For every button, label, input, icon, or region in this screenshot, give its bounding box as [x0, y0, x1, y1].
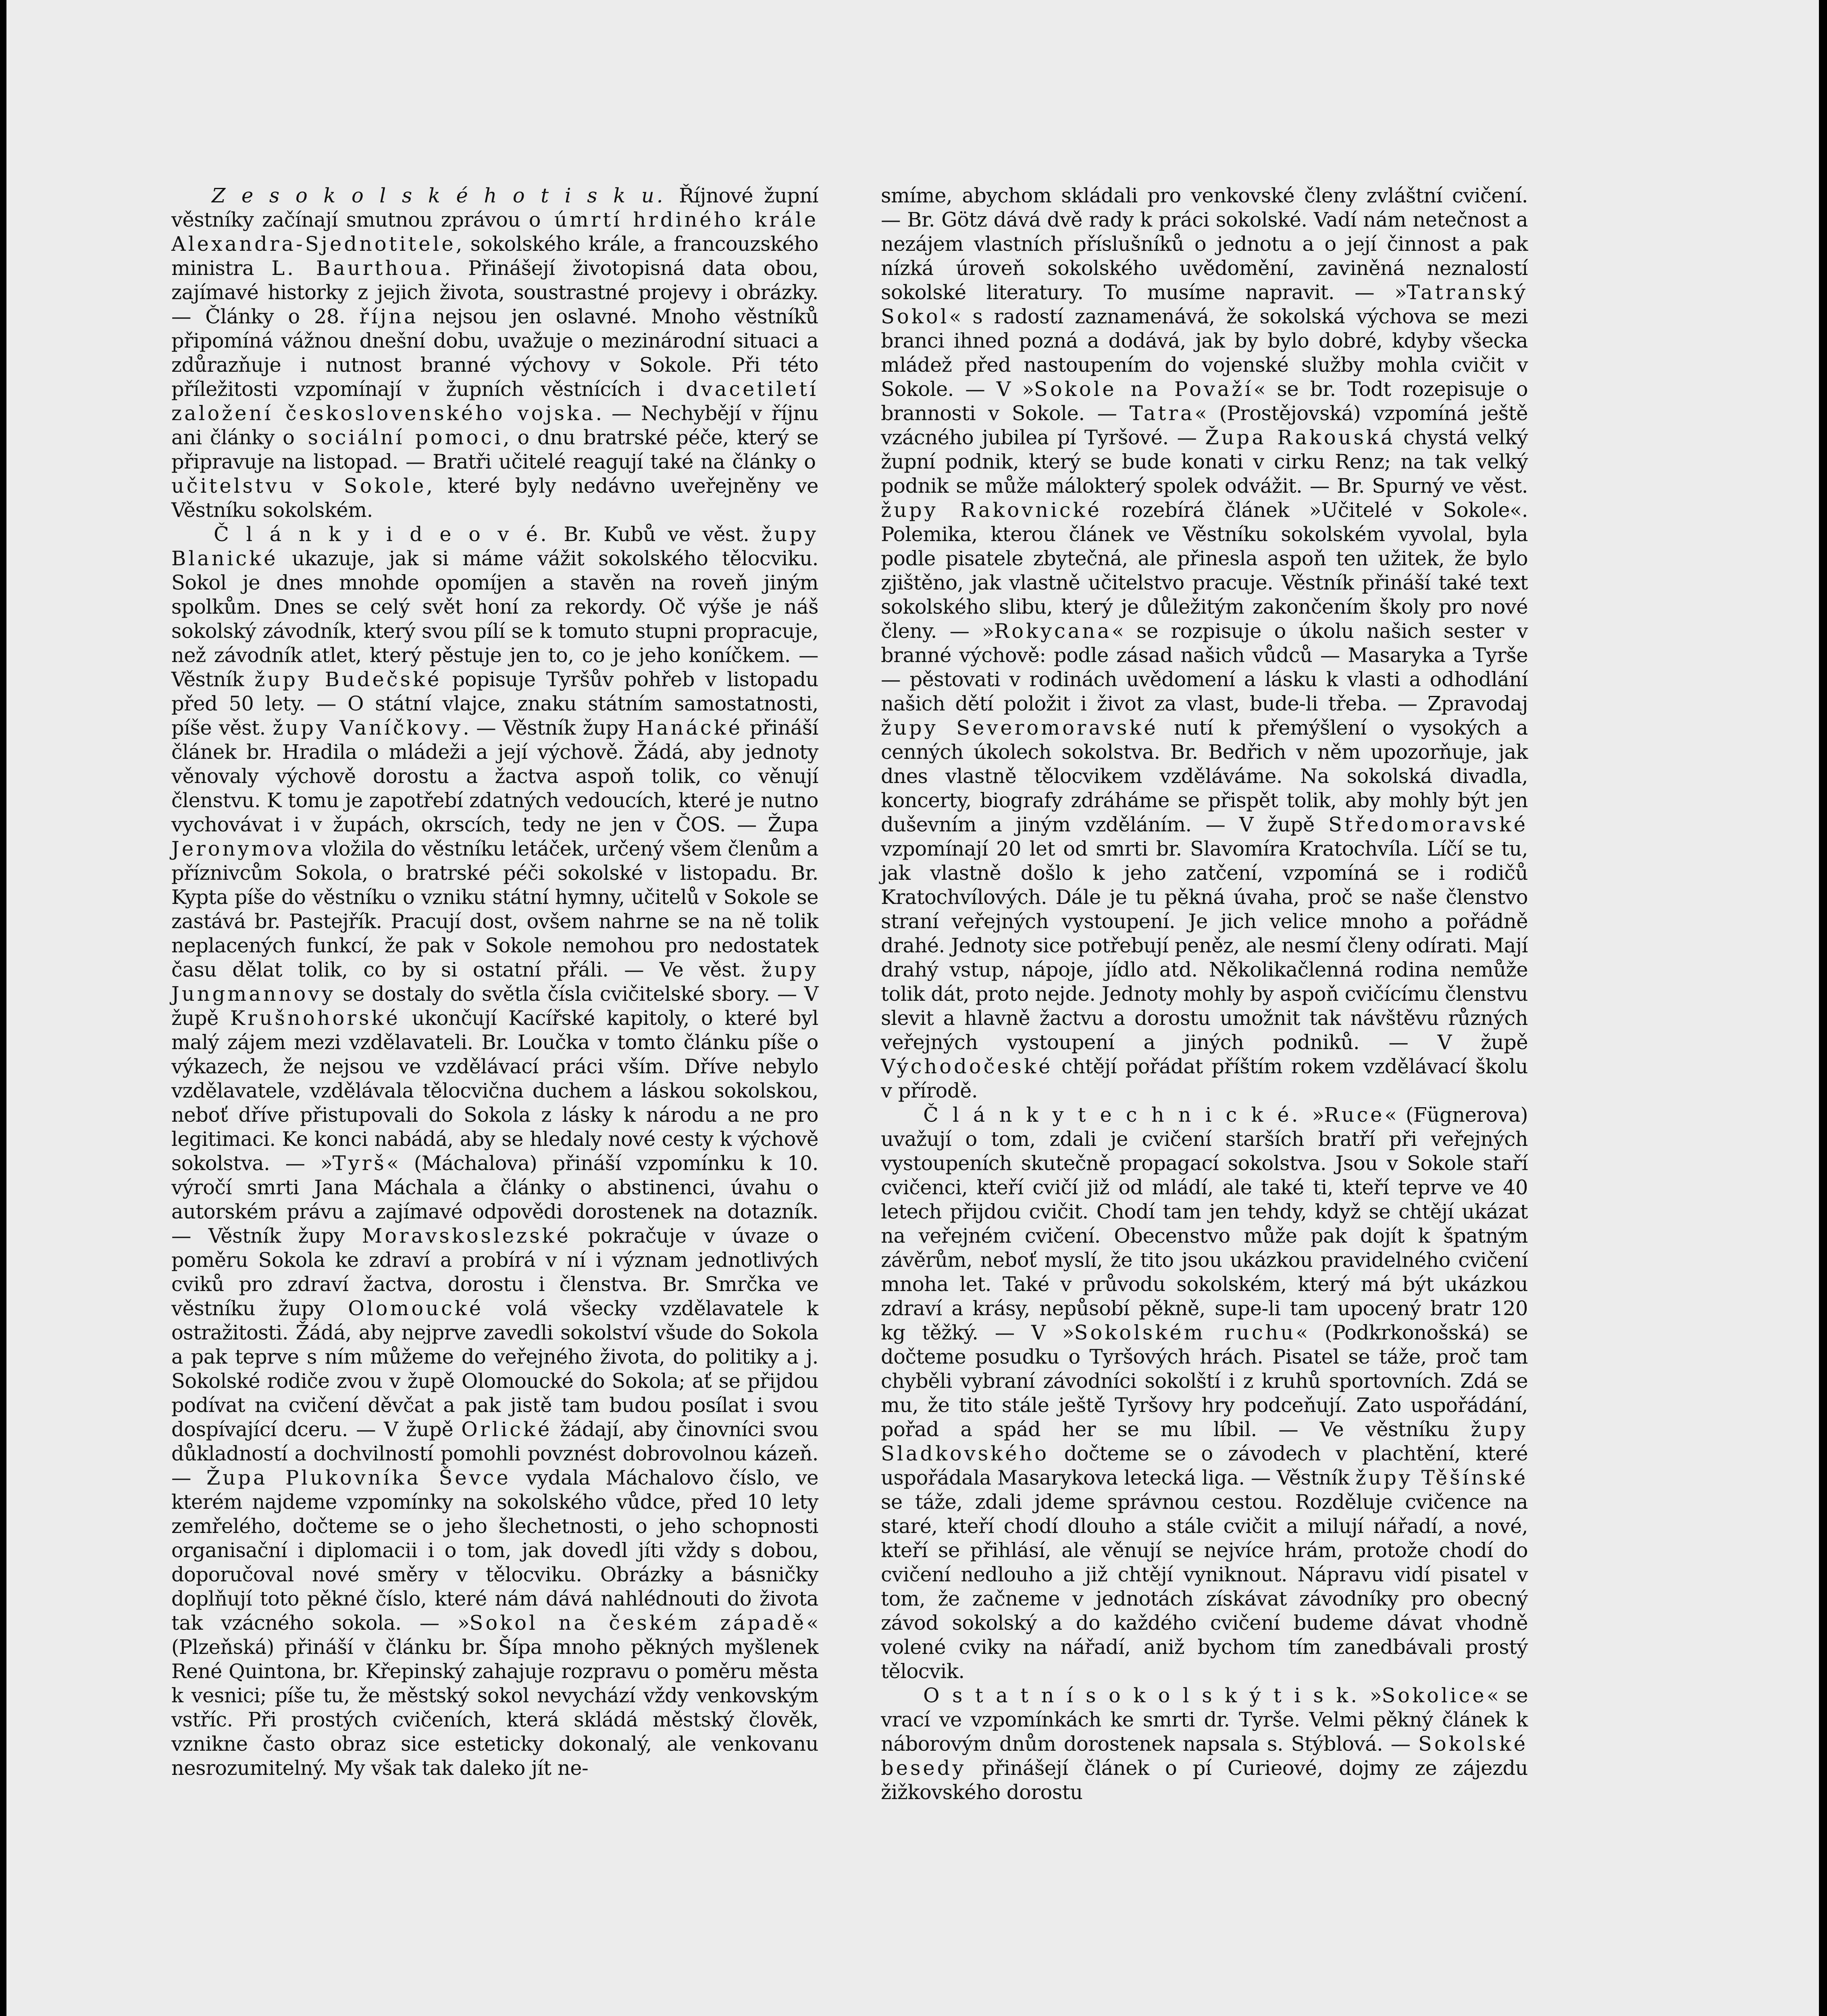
paragraph-technical-articles: Č l á n k y t e c h n i c k é. »Ruce« (Fügnerova) uvažují o tom, zdali je cvičení starších bratří při veřejných vystoupeních skutečně propagací sokolstva. Jsou v Sokole staří cvičenci, kteří cvičí již od mládí, ale také ti, kteří teprve ve 40 letech přijdou cvičit. Chodí tam jen tehdy, když se chtějí ukázat na veřejném cvičení. Obecenstvo může pak dojít k špatným závěrům, neboť myslí, že tito jsou ukázkou pravidelného cvičení mnoha let. Také v průvodu sokolském, který má být ukázkou zdraví a krásy, nepůsobí pěkně, supe-li tam upocený bratr 120 kg těžký. — V »Sokolském ruchu« (Podkrkonošská) se dočteme posudku o Tyršových hrách. Pisatel se táže, proč tam chyběli vybraní závodníci sokolští i z kruhů sportovních. Zdá se mu, že tito stále ještě Tyršovy hry podceňují. Zato uspořádání, pořad a spád her se mu líbil. — Ve věstníku župy Sladkovského dočteme se o závodech v plachtění, které uspořádala Masarykova letecká liga. — Věstník župy Těšínské se táže, zdali jdeme správnou cestou. Rozděluje cvičence na staré, kteří chodí dlouho a stále cvičit a milují nářadí, a nové, kteří se přihlásí, ale věnují se nejvíce hrám, protože chodí do cvičení nedlouho a již chtějí vyniknout. Nápravu vidí pisatel v tom, že začneme v jednotách získávat závodníky pro obecný závod sokolský a do každého cvičení budeme dávat vhodně volené cviky na nářadí, aniž bychom tím zanedbávali prostý tělocvik. — [881, 1103, 1528, 1683]
section-heading-ideological: Č l á n k y i d e o v é. — [214, 523, 564, 546]
paragraph-ideological-articles: Č l á n k y i d e o v é. Br. Kubů ve věst. župy Blanické ukazuje, jak si máme vážit sokolského tělocviku. Sokol je dnes mnohde opomíjen a stavěn na roveň jiným spolkům. Dnes se celý svět honí za rekordy. Oč výše je náš sokolský závodník, který svou pílí se k tomuto stupni propracuje, než závodník atlet, který pěstuje jen to, co je jeho koníčkem. — Věstník župy Budečské popisuje Tyršův pohřeb v listopadu před 50 lety. — O státní vlajce, znaku státním samostatnosti, píše věst. župy Vaníčkovy. — Věstník župy Hanácké přináší článek br. Hradila o mládeži a její výchově. Žádá, aby jednoty věnovaly výchově dorostu a žactva aspoň tolik, co věnují členstvu. K tomu je zapotřebí zdatných vedoucích, které je nutno vychovávat i v župách, okrscích, tedy ne jen v ČOS. — Župa Jeronymova vložila do věstníku letáček, určený všem členům a příznivcům Sokola, o bratrské péči sokolské v listopadu. Br. Kypta píše do věstníku o vzniku státní hymny, učitelů v Sokole se zastává br. Pastejřík. Pracují dost, ovšem nahrne se na ně tolik neplacených funkcí, že pak v Sokole nemohou pro nedostatek času dělat tolik, co by si ostatní přáli. — Ve věst. župy Jungmannovy se dostaly do světla čísla cvičitelské sbory. — V župě Krušnohorské ukončují Kacířské kapitoly, o které byl malý zájem mezi vzdělavateli. Br. Loučka v tomto článku píše o výkazech, že nejsou ve vzdělávací práci vším. Dříve nebylo vzdělavatele, vzdělávala tělocvična duchem a láskou sokolskou, neboť dříve přistupovali do Sokola z lásky k národu a ne pro legitimaci. Ke konci nabádá, aby se hledaly nové cesty k výchově sokolstva. — »Tyrš« (Máchalova) přináší vzpomínku k 10. výročí smrti Jana Máchala a články o abstinenci, úvahu o autorském právu a zajímavé odpovědi dorostenek na dotazník. — Věstník župy Moravskoslezské pokračuje v úvaze o poměru Sokola ke zdraví a probírá v ní i význam jednotlivých cviků pro zdraví žactva, dorostu i členstva. Br. Smrčka ve věstníku župy Olomoucké volá všecky vzdělavatele k ostražitosti. Žádá, aby nejprve zavedli sokolství všude do Sokola a pak teprve s ním můžeme do veřejného života, do politiky a j. Sokolské rodiče zvou v župě Olomoucké do Sokola; ať se přijdou podívat na cvičení děvčat a pak jistě tam budou posílat i svou dospívající dceru. — V župě Orlické žádají, aby činovníci svou důkladností a dochvilností pomohli povznést dobrovolnou kázeň. — Župa Plukovníka Ševce vydala Máchalovo číslo, ve kterém najdeme vzpomínky na sokolského vůdce, před 10 lety zemřelého, dočteme se o jeho šlechetnosti, o jeho schopnosti organisační i diplomacii i o tom, jak dovedl jíti vždy s dobou, doporučoval nové směry v tělocviku. Obrázky a básničky doplňují toto pěkné číslo, které nám dává nahlédnouti do života tak vzácného sokola. — »Sokol na českém západě« (Plzeňská) přináší v článku br. Šípa mnoho pěkných myšlenek René Quintona, br. Křepinský zahajuje rozpravu o poměru města k vesnici; píše tu, že městský sokol nevychází vždy venkovským vstříc. Při prostých cvičeních, která skládá městský člověk, vznikne často obraz sice esteticky dokonalý, ale venkovanu nesrozumitelný. My však tak daleko jít ne- — [171, 523, 819, 1780]
paragraph-ideological-continued: smíme, abychom skládali pro venkovské členy zvláštní cvičení. — Br. Götz dává dvě rady k práci sokolské. Vadí nám netečnost a nezájem vlastních příslušníků o jednotu a o její činnost a pak nízká úroveň sokolského uvědomění, zaviněná neznalostí sokolské literatury. To musíme napravit. — »Tatranský Sokol« s radostí zaznamenává, že sokolská výchova se mezi branci ihned pozná a dodává, jak by bylo dobré, kdyby všecka mládež před nastoupením do vojenské služby mohla cvičit v Sokole. — V »Sokole na Považí« se br. Todt rozepisuje o brannosti v Sokole. — Tatra« (Prostějovská) vzpomíná ještě vzácného jubilea pí Tyršové. — Župa Rakouská chystá velký župní podnik, který se bude konati v cirku Renz; na tak velký podnik se může málokterý spolek odvážit. — Br. Spurný ve věst. župy Rakovnické rozebírá článek »Učitelé v Sokole«. Polemika, kterou článek ve Věstníku sokolském vyvolal, byla podle pisatele zbytečná, ale přinesla aspoň ten užitek, že bylo zjištěno, jak vlastně učitelstvo pracuje. Věstník přináší také text sokolského slibu, který je důležitým zakončením školy pro nové členy. — »Rokycana« se rozpisuje o úkolu našich sester v branné výchově: podle zásad našich vůdců — Masaryka a Tyrše — pěstovati v rodinách uvědomení a lásku k vlasti a odhodlání našich dětí položit i život za vlast, bude-li třeba. — Zpravodaj župy Severomoravské nutí k přemýšlení o vysokých a cenných úkolech sokolstva. Br. Bedřich v něm upozorňuje, jak dnes vlastně tělocvikem vzděláváme. Na sokolská divadla, koncerty, biografy zdráháme se přispět tolik, aby mohly být jen duševním a jiným vzděláním. — V župě Středomoravské vzpomínají 20 let od smrti br. Slavomíra Kratochvíla. Líčí se tu, jak vlastně došlo k jeho zatčení, vzpomíná se i rodičů Kratochvílových. Dále je tu pěkná úvaha, proč se naše členstvo straní veřejných vystoupení. Je jich velice mnoho a pořádně drahé. Jednoty sice potřebují peněz, ale nesmí členy odírati. Mají drahý vstup, nápoje, jídlo atd. Několikačlenná rodina nemůže tolik dát, proto nejde. Jednoty mohly by aspoň cvičícímu členstvu slevit a hlavně žactvu a dorostu umožnit tak návštěvu různých veřejných vystoupení a jiných podniků. — V župě Východočeské chtějí pořádat příštím rokem vzdělávací školu v přírodě. — [881, 184, 1528, 1102]
paragraph-press-review-intro: Z e s o k o l s k é h o t i s k u. Říjnové župní věstníky začínají smutnou zprávou o úmrtí hrdiného krále Alexandra-Sjednotitele, sokolského krále, a francouzského ministra L. Baurthoua. Přinášejí životopisná data obou, zajímavé historky z jejich života, soustrastné projevy i obrázky. — Články o 28. října nejsou jen oslavné. Mnoho věstníků připomíná vážnou dnešní dobu, uvažuje o mezinárodní situaci a zdůrazňuje i nutnost branné výchovy v Sokole. Při této příležitosti vzpomínají v župních věstnících i dvacetiletí založení československého vojska. — Nechybějí v říjnu ani články o sociální pomoci, o dnu bratrské péče, který se připravuje na listopad. — Bratři učitelé reagují také na články o učitelstvu v Sokole, které byly nedávno uveřejněny ve Věstníku sokolském. — [171, 184, 819, 522]
section-heading-technical: Č l á n k y t e c h n i c k é. — [923, 1103, 1312, 1127]
scan-border-left — [0, 0, 6, 2016]
section-heading-other-press: O s t a t n í s o k o l s k ý t i s k. — [923, 1684, 1370, 1707]
text-column-left — [171, 183, 818, 1780]
text-column-right — [881, 183, 1528, 1804]
paragraph-other-press: O s t a t n í s o k o l s k ý t i s k. »Sokolice« se vrací ve vzpomínkách ke smrti dr. Tyrše. Velmi pěkný článek k náborovým dnům dorostenek napsala s. Stýblová. — Sokolské besedy přinášejí článek o pí Curieové, dojmy ze zájezdu žižkovského dorostu — [881, 1684, 1528, 1804]
section-heading-sokol-press: Z e s o k o l s k é h o t i s k u. — [212, 184, 679, 207]
scan-border-right — [1819, 0, 1827, 2016]
